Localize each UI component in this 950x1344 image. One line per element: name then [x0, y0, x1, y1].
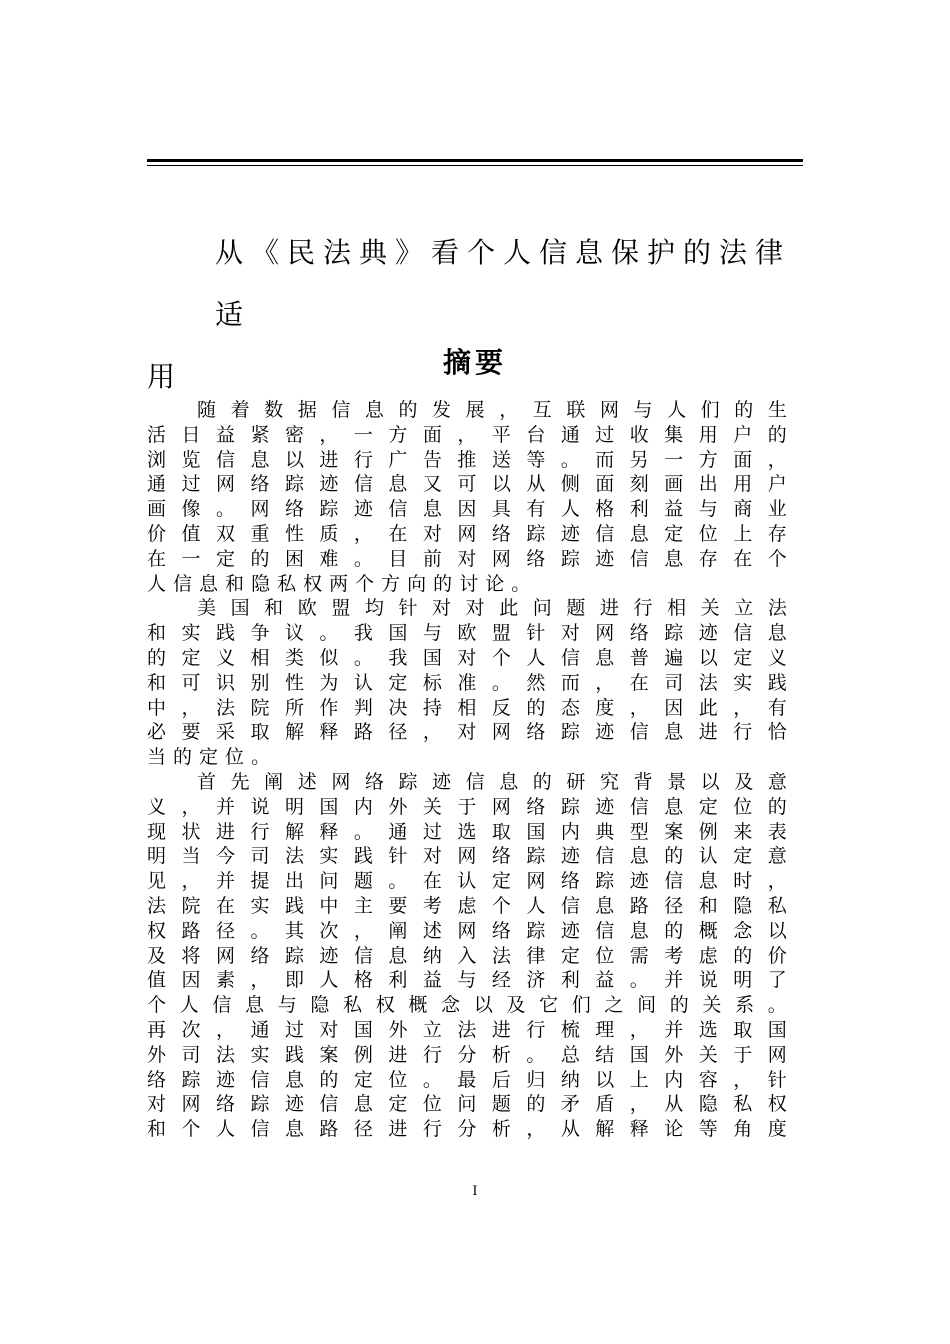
text-line: 首 先 阐 述 网 络 踪 迹 信 息 的 研 究 背 景 以 及 意 — [197, 770, 787, 793]
abstract-heading: 摘要 — [442, 346, 507, 379]
text-line: 法 院 在 实 践 中 主 要 考 虑 个 人 信 息 路 径 和 隐 私 — [147, 894, 787, 917]
text-line: 活 日 益 紧 密 ， 一 方 面 ， 平 台 通 过 收 集 用 户 的 — [147, 423, 787, 446]
text-line: 明 当 今 司 法 实 践 针 对 网 络 踪 迹 信 息 的 认 定 意 — [147, 845, 787, 868]
text-line: 中 ， 法 院 所 作 判 决 持 相 反 的 态 度 ， 因 此 ， 有 — [147, 696, 787, 719]
text-line: 见 ， 并 提 出 问 题 。 在 认 定 网 络 踪 迹 信 息 时 ， — [147, 870, 787, 893]
text-line: 的 定 义 相 类 似 。 我 国 对 个 人 信 息 普 遍 以 定 义 — [147, 646, 787, 669]
abstract-body — [147, 398, 787, 1142]
text-line: 必 要 采 取 解 释 路 径 ， 对 网 络 踪 迹 信 息 进 行 恰 — [147, 721, 787, 744]
text-line: 和 个 人 信 息 路 径 进 行 分 析 ， 从 解 释 论 等 角 度 — [147, 1118, 787, 1141]
text-line: 在 一 定 的 困 难 。 目 前 对 网 络 踪 迹 信 息 存 在 个 — [147, 547, 787, 570]
text-line: 人 信 息 和 隐 私 权 两 个 方 向 的 讨 论 。 — [147, 572, 531, 595]
title-line-2: 用 — [147, 360, 184, 393]
text-line: 对 网 络 踪 迹 信 息 定 位 问 题 的 矛 盾 ， 从 隐 私 权 — [147, 1093, 787, 1116]
text-line: 及 将 网 络 踪 迹 信 息 纳 入 法 律 定 位 需 考 虑 的 价 — [147, 944, 787, 967]
text-line: 值 因 素 ， 即 人 格 利 益 与 经 济 利 益 。 并 说 明 了 — [147, 969, 787, 992]
text-line: 当 的 定 位 。 — [147, 746, 271, 769]
text-line: 美 国 和 欧 盟 均 针 对 对 此 问 题 进 行 相 关 立 法 — [197, 597, 787, 620]
text-line: 权 路 径 。 其 次 ， 阐 述 网 络 踪 迹 信 息 的 概 念 以 — [147, 919, 787, 942]
text-line: 价 值 双 重 性 质 ， 在 对 网 络 踪 迹 信 息 定 位 上 存 — [147, 522, 787, 545]
text-line: 随 着 数 据 信 息 的 发 展 ， 互 联 网 与 人 们 的 生 — [197, 399, 787, 421]
text-line: 络 踪 迹 信 息 的 定 位 。 最 后 归 纳 以 上 内 容 ， 针 — [147, 1068, 787, 1091]
header-rule-thin — [147, 165, 803, 166]
text-line: 个 人 信 息 与 隐 私 权 概 念 以 及 它 们 之 间 的 关 系 。 — [147, 994, 787, 1017]
text-line: 义 ， 并 说 明 国 内 外 关 于 网 络 踪 迹 信 息 定 位 的 — [147, 795, 787, 818]
text-line: 和 可 识 别 性 为 认 定 标 准 。 然 而 ， 在 司 法 实 践 — [147, 671, 787, 694]
title-line-1: 从《民法典》看个人信息保护的法律适 — [215, 236, 792, 331]
text-line: 通 过 网 络 踪 迹 信 息 又 可 以 从 侧 面 刻 画 出 用 户 — [147, 473, 787, 496]
header-rule-thick — [147, 159, 803, 162]
text-line: 外 司 法 实 践 案 例 进 行 分 析 。 总 结 国 外 关 于 网 — [147, 1043, 787, 1066]
page-number: I — [472, 1184, 478, 1199]
text-line: 和 实 践 争 议 。 我 国 与 欧 盟 针 对 网 络 踪 迹 信 息 — [147, 622, 787, 645]
text-line: 再 次 ， 通 过 对 国 外 立 法 进 行 梳 理 ， 并 选 取 国 — [147, 1018, 787, 1041]
text-line: 现 状 进 行 解 释 。 通 过 选 取 国 内 典 型 案 例 来 表 — [147, 820, 787, 843]
text-line: 浏 览 信 息 以 进 行 广 告 推 送 等 。 而 另 一 方 面 ， — [147, 448, 787, 471]
text-line: 画 像 。 网 络 踪 迹 信 息 因 具 有 人 格 利 益 与 商 业 — [147, 498, 787, 521]
